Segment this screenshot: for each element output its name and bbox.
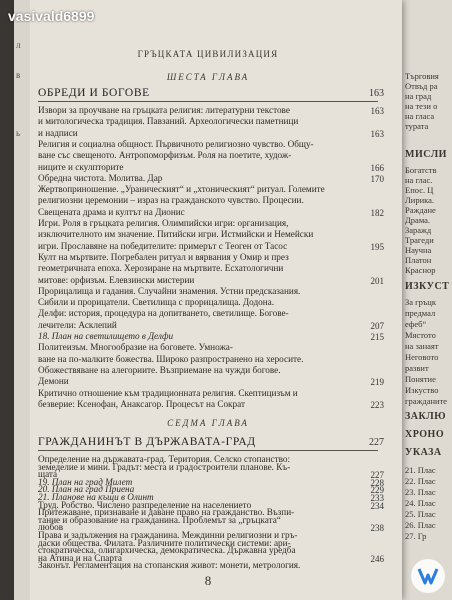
toc-entry-page: 182 [370,207,384,218]
toc-entry-text: Притежаване, признаване и даване право на гражданство. Възпи- [38,507,295,518]
toc-entry-text: 18. План на светилището в Делфи [38,331,174,341]
right-page-fragment: на глас. [405,175,433,185]
right-page-heading: ИЗКУСТ [405,281,450,292]
toc-entry-text: игри. Прославяне на победителите: примерът с Теоген от Тасос [38,240,288,251]
toc-entry-page: 229 [370,485,384,496]
right-page-fragment: Заражд [405,225,432,235]
right-page-fragment: развит [405,363,429,373]
right-page-fragment: Търговия [405,71,439,81]
right-page-fragment: ефеб“ [405,319,427,329]
toc-entry-page: 227 [370,470,384,481]
toc-entry-text: стократическа, олигархическа, демократическа. Държавна уредба [38,545,296,556]
right-page-fragment: Научна [405,245,432,255]
right-page-heading: ЗАКЛЮ [405,411,446,422]
edge-fragment: л [16,40,21,50]
toc-entry-page: 219 [370,377,384,388]
right-page-fragment: Платон [405,255,432,265]
toc-entry-text: Делфи: история, процедура на допитването, светилище. Богове- [38,308,289,319]
right-page-fragment: Богатств [405,165,437,175]
right-page-fragment: на гласа [405,111,435,121]
right-page-fragment: Драма. [405,215,431,225]
toc-entry-text: Определение на държавата-град. Територия. Селско стопанство: [38,454,291,464]
toc-entry-page: 234 [370,500,384,511]
right-page-fragment: 22. Плас [405,476,436,486]
toc-entry-text: Политеизъм. Многообразие на боговете. Умножа- [38,342,233,353]
toc-entry-page: 228 [370,477,384,488]
toc-entry-text: земеделие и мини. Градът: места и градостроители планове. Къ- [38,461,291,472]
right-page-fragment: Понятие [405,374,436,384]
right-page-fragment: на град [405,91,432,101]
toc-entry-text: Култ на мъртвите. Погребален ритуал и вярвания у Омир и през [38,251,289,262]
book-page [14,0,402,600]
right-page-fragment: 27. Гр [405,531,427,541]
toc-entry-text: ване със свещеното. Антропоморфизъм. Роля на поетите, худож- [38,150,292,161]
toc-entry-page: 246 [370,553,384,564]
right-facing-page [400,0,452,600]
toc-entry-text: щата [38,469,58,480]
toc-entry-text: митове: орфизъм. Елевзински мистерии [38,274,195,285]
chapter-6-heading: ШЕСТА ГЛАВА [166,72,250,82]
seller-logo-icon [408,556,448,596]
edge-fragment: ь [16,128,21,138]
toc-entry-text: Законът. Регламентация на стопанския живот: монети, метрология. [38,560,301,571]
chapter-7-title: ГРАЖДАНИНЪТ В ДЪРЖАВАТА-ГРАД [38,436,256,448]
right-page-fragment: 21. Плас [405,465,436,475]
toc-entry-text: любов [38,522,64,533]
right-page-fragment: Лирика. [405,195,435,205]
toc-entry-page: 163 [370,128,384,139]
right-page-fragment: Мястото [405,330,436,340]
toc-entry-text: Труд. Робство. Числено разпределение на населението [38,499,252,510]
toc-entry-text: Критично отношение към традиционната религия. Скептицизъм и [38,387,298,398]
toc-entry-page: 163 [370,106,384,116]
toc-entry-text: Демони [38,376,69,387]
toc-entry-text: Обожествяване на алегориите. Възприемане на чужди богове. [38,364,281,375]
right-page-fragment: предмал [405,308,436,318]
toc-entry-text: Свещената драма и култът на Дионис [38,206,185,217]
right-page-fragment: Неговото [405,352,439,362]
toc-entry-text: Религия и социална общност. Първичното религиозно чувство. Общу- [38,138,314,149]
right-page-fragment: гражданите [405,396,448,406]
toc-entry-page: 166 [370,162,384,173]
toc-entry-text: изключителното им значение. Питийски игри. Истмийски и Немейски [38,229,314,240]
toc-entry-text: Игри. Роля в гръцката религия. Олимпийски игри: организация, [38,218,289,228]
toc-entry-page: 207 [370,320,384,331]
right-page-fragment: 26. Плас [405,520,436,530]
right-page-fragment: Изкуство [405,385,439,395]
chapter-7-page: 227 [369,437,384,448]
toc-entry-page: 238 [370,523,384,534]
right-page-fragment: Раждане [405,205,436,215]
toc-entry-text: и митологическа традиция. Павзаний. Археологически паметници [38,116,299,127]
toc-entry-text: даски общества. Филата. Различните политически системи: ари- [38,537,291,548]
toc-entry-page: 170 [370,173,384,184]
toc-entry-text: ниците и скулпторите [38,161,124,172]
divider [38,450,378,451]
toc-entry-text: 21. Планове на къщи в Олинт [38,492,154,502]
right-page-fragment: 25. Плас [405,509,436,519]
right-page-fragment: на занаят [405,341,439,351]
divider [38,101,378,102]
right-page-fragment: Трагеди [405,235,434,245]
toc-entry-text: Извори за проучване на гръцката религия: литературни текстове [38,105,290,115]
chapter-6-page: 163 [369,88,384,99]
right-page-heading: МИСЛИ [405,149,447,160]
toc-entry-text: тание и образование на гражданина. Проблемът за „гръцката“ [38,514,281,525]
toc-entry-text: безверие: Ксенофан, Анаксагор. Процесът на Сократ [38,398,245,409]
toc-entry-text: Права и задължения на гражданина. Междинни религиозни и гръ- [38,530,298,540]
page-left-edge [14,0,30,600]
toc-entry-page: 215 [370,332,384,342]
right-page-fragment: на тези о [405,101,438,111]
toc-entry-text: ване на по-малките божества. Широко разпространено на херосите. [38,353,304,364]
toc-entry-page: 201 [370,275,384,286]
toc-entry-text: 19. План на град Милет [38,476,133,487]
edge-fragment: в [16,70,21,80]
toc-entry-text: Обредна чистота. Молитва. Дар [38,172,163,183]
toc-entry-text: Сибили и прорицатели. Светилища с прорицалища. Додона. [38,297,275,308]
toc-entry-page: 233 [370,493,384,503]
right-page-fragment: Отвъд ра [405,81,438,91]
right-page-heading: УКАЗА [405,447,442,458]
chapter-6-title: ОБРЕДИ И БОГОВЕ [38,87,150,99]
toc-entry-text: 20. План на град Приена [38,484,135,495]
toc-entry-text: и надписи [38,127,78,138]
right-page-fragment: 23. Плас [405,487,436,497]
toc-entry-page: 223 [370,399,384,410]
running-head: ГРЪЦКАТА ЦИВИЛИЗАЦИЯ [137,49,279,59]
toc-entry-text: Жертвоприношение. „Ураническият“ и „хтоническият“ ритуал. Големите [38,184,325,195]
toc-entry-text: религиозни церемонии – израз на гражданското чувство. Процесии. [38,195,304,206]
toc-entry-page: 195 [370,241,384,252]
chapter-7-heading: СЕДМА ГЛАВА [167,418,249,428]
right-page-fragment: За гръцк [405,297,436,307]
toc-entry-text: геометричната епоха. Херозиране на мъртвите. Есхатологични [38,263,284,274]
right-page-fragment: Краснор [405,265,436,275]
right-page-fragment: Епос. Ц [405,185,434,195]
page-number: 8 [204,573,212,588]
right-page-fragment: турата [405,121,429,131]
watermark: vasivald6899 [8,8,95,24]
toc-entry-text: лечители: Асклепий [38,319,117,330]
right-page-heading: ХРОНО [405,429,445,440]
right-page-fragment: 24. Плас [405,498,436,508]
toc-entry-text: на Атина и на Спарта [38,552,122,563]
toc-entry-text: Прорицалища и гадания. Случайни знамения. Устни предсказания. [38,285,301,296]
